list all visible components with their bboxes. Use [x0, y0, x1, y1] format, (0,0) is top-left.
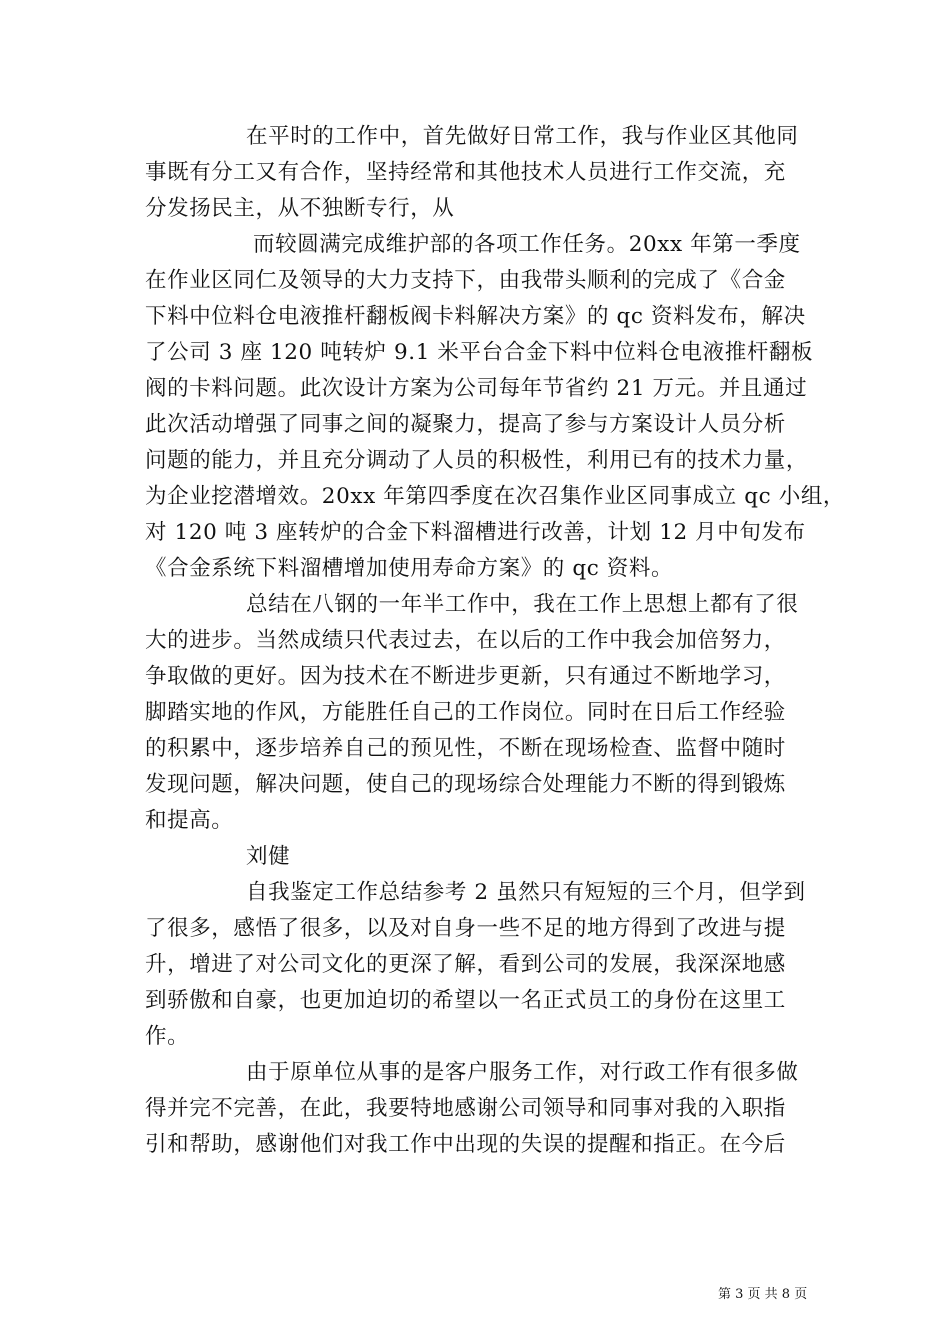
text-line: 分发扬民主，从不独断专行，从	[145, 196, 455, 221]
page-number: 第 3 页 共 8 页	[718, 1287, 808, 1302]
text-line: 阀的卡料问题。此次设计方案为公司每年节省约 21 万元。并且通过	[145, 376, 808, 401]
text-line: 到骄傲和自豪，也更加迫切的希望以一名正式员工的身份在这里工	[145, 988, 786, 1013]
text-line: 脚踏实地的作风，方能胜任自己的工作岗位。同时在日后工作经验	[145, 700, 786, 725]
text-line: 大的进步。当然成绩只代表过去，在以后的工作中我会加倍努力，	[145, 628, 786, 653]
text-line: 事既有分工又有合作，坚持经常和其他技术人员进行工作交流，充	[145, 160, 786, 185]
author-name: 刘健	[246, 844, 291, 869]
text-line: 发现问题，解决问题，使自己的现场综合处理能力不断的得到锻炼	[145, 772, 786, 797]
text-line: 引和帮助，感谢他们对我工作中出现的失误的提醒和指正。在今后	[145, 1132, 786, 1157]
text-line: 而较圆满完成维护部的各项工作任务。20xx 年第一季度	[253, 232, 801, 257]
text-line: 下料中位料仓电液推杆翻板阀卡料解决方案》的 qc 资料发布，解决	[145, 304, 806, 329]
text-line: 在作业区同仁及领导的大力支持下，由我带头顺利的完成了《合金	[145, 268, 786, 293]
text-line: 为企业挖潜增效。20xx 年第四季度在次召集作业区同事成立 qc 小组，	[145, 484, 846, 509]
text-line: 作。	[145, 1024, 190, 1049]
text-line: 了公司 3 座 120 吨转炉 9.1 米平台合金下料中位料仓电液推杆翻板	[145, 340, 814, 365]
text-line: 对 120 吨 3 座转炉的合金下料溜槽进行改善，计划 12 月中旬发布	[145, 520, 806, 545]
text-line: 自我鉴定工作总结参考 2 虽然只有短短的三个月，但学到	[246, 880, 806, 905]
text-line: 由于原单位从事的是客户服务工作，对行政工作有很多做	[246, 1060, 799, 1085]
text-line: 的积累中，逐步培养自己的预见性，不断在现场检查、监督中随时	[145, 736, 786, 761]
text-line: 问题的能力，并且充分调动了人员的积极性，利用已有的技术力量，	[145, 448, 809, 473]
text-line: 升，增进了对公司文化的更深了解，看到公司的发展，我深深地感	[145, 952, 786, 977]
text-line: 《合金系统下料溜槽增加使用寿命方案》的 qc 资料。	[145, 556, 674, 581]
text-line: 争取做的更好。因为技术在不断进步更新，只有通过不断地学习，	[145, 664, 786, 689]
text-line: 此次活动增强了同事之间的凝聚力，提高了参与方案设计人员分析	[145, 412, 786, 437]
text-line: 总结在八钢的一年半工作中，我在工作上思想上都有了很	[246, 592, 799, 617]
text-line: 和提高。	[145, 808, 234, 833]
text-line: 在平时的工作中，首先做好日常工作，我与作业区其他同	[246, 124, 799, 149]
text-line: 得并完不完善，在此，我要特地感谢公司领导和同事对我的入职指	[145, 1096, 786, 1121]
text-line: 了很多，感悟了很多，以及对自身一些不足的地方得到了改进与提	[145, 916, 786, 941]
